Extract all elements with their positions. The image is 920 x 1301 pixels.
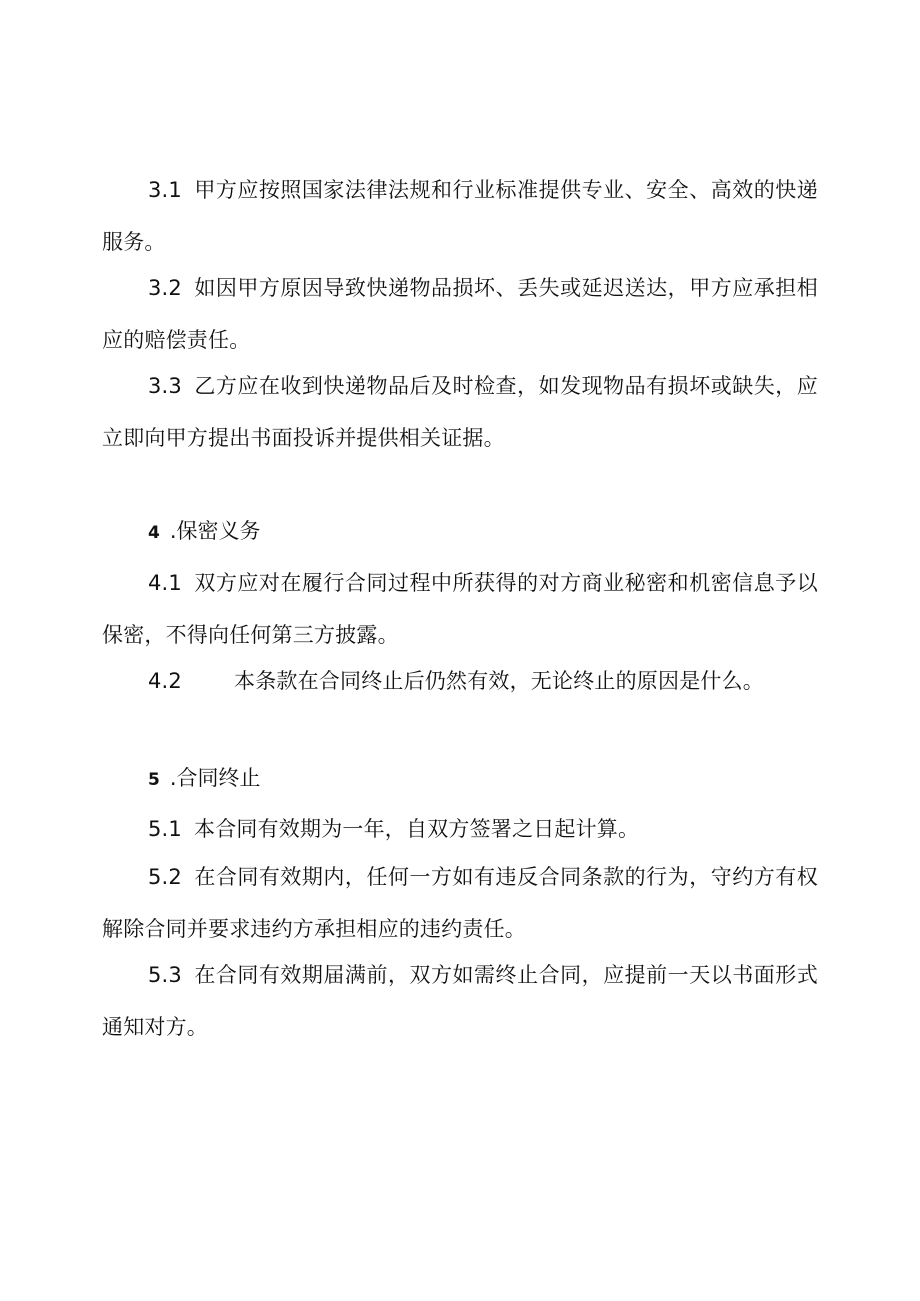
section-heading-5 (148, 758, 261, 800)
clause-number: 3.1 (148, 178, 182, 202)
clause-4-1 (102, 557, 818, 661)
clause-text: 如因甲方原因导致快递物品损坏、丢失或延迟送达，甲方应承担相应的赔偿责任。 (102, 276, 818, 352)
clause-5-2 (102, 851, 818, 955)
clause-text: 本条款在合同终止后仍然有效，无论终止的原因是什么。 (234, 669, 764, 693)
clause-number: 4.1 (148, 571, 182, 595)
clause-3-1 (102, 164, 818, 268)
clause-4-2 (102, 655, 818, 707)
clause-text: 双方应对在履行合同过程中所获得的对方商业秘密和机密信息予以保密，不得向任何第三方披露。 (102, 571, 818, 647)
clause-number: 3.2 (148, 276, 182, 300)
section-title: .合同终止 (169, 766, 261, 790)
clause-text: 甲方应按照国家法律法规和行业标准提供专业、安全、高效的快递服务。 (102, 178, 818, 254)
clause-3-3 (102, 360, 818, 464)
clause-number: 5.2 (148, 865, 182, 889)
section-title: .保密义务 (169, 519, 261, 543)
section-number: 4 (148, 523, 160, 543)
section-number: 5 (148, 770, 160, 790)
clause-5-1 (102, 803, 818, 855)
clause-number: 5.3 (148, 963, 182, 987)
clause-text: 本合同有效期为一年，自双方签署之日起计算。 (194, 817, 640, 841)
clause-number: 4.2 (148, 669, 182, 693)
clause-3-2 (102, 262, 818, 366)
clause-number: 3.3 (148, 374, 182, 398)
clause-5-3 (102, 949, 818, 1053)
clause-text: 乙方应在收到快递物品后及时检查，如发现物品有损坏或缺失，应立即向甲方提出书面投诉并提供相关证据。 (102, 374, 818, 450)
clause-number: 5.1 (148, 817, 182, 841)
clause-text: 在合同有效期届满前，双方如需终止合同，应提前一天以书面形式通知对方。 (102, 963, 818, 1039)
section-heading-4 (148, 511, 261, 553)
clause-text: 在合同有效期内，任何一方如有违反合同条款的行为，守约方有权解除合同并要求违约方承担相应的违约责任。 (102, 865, 818, 941)
